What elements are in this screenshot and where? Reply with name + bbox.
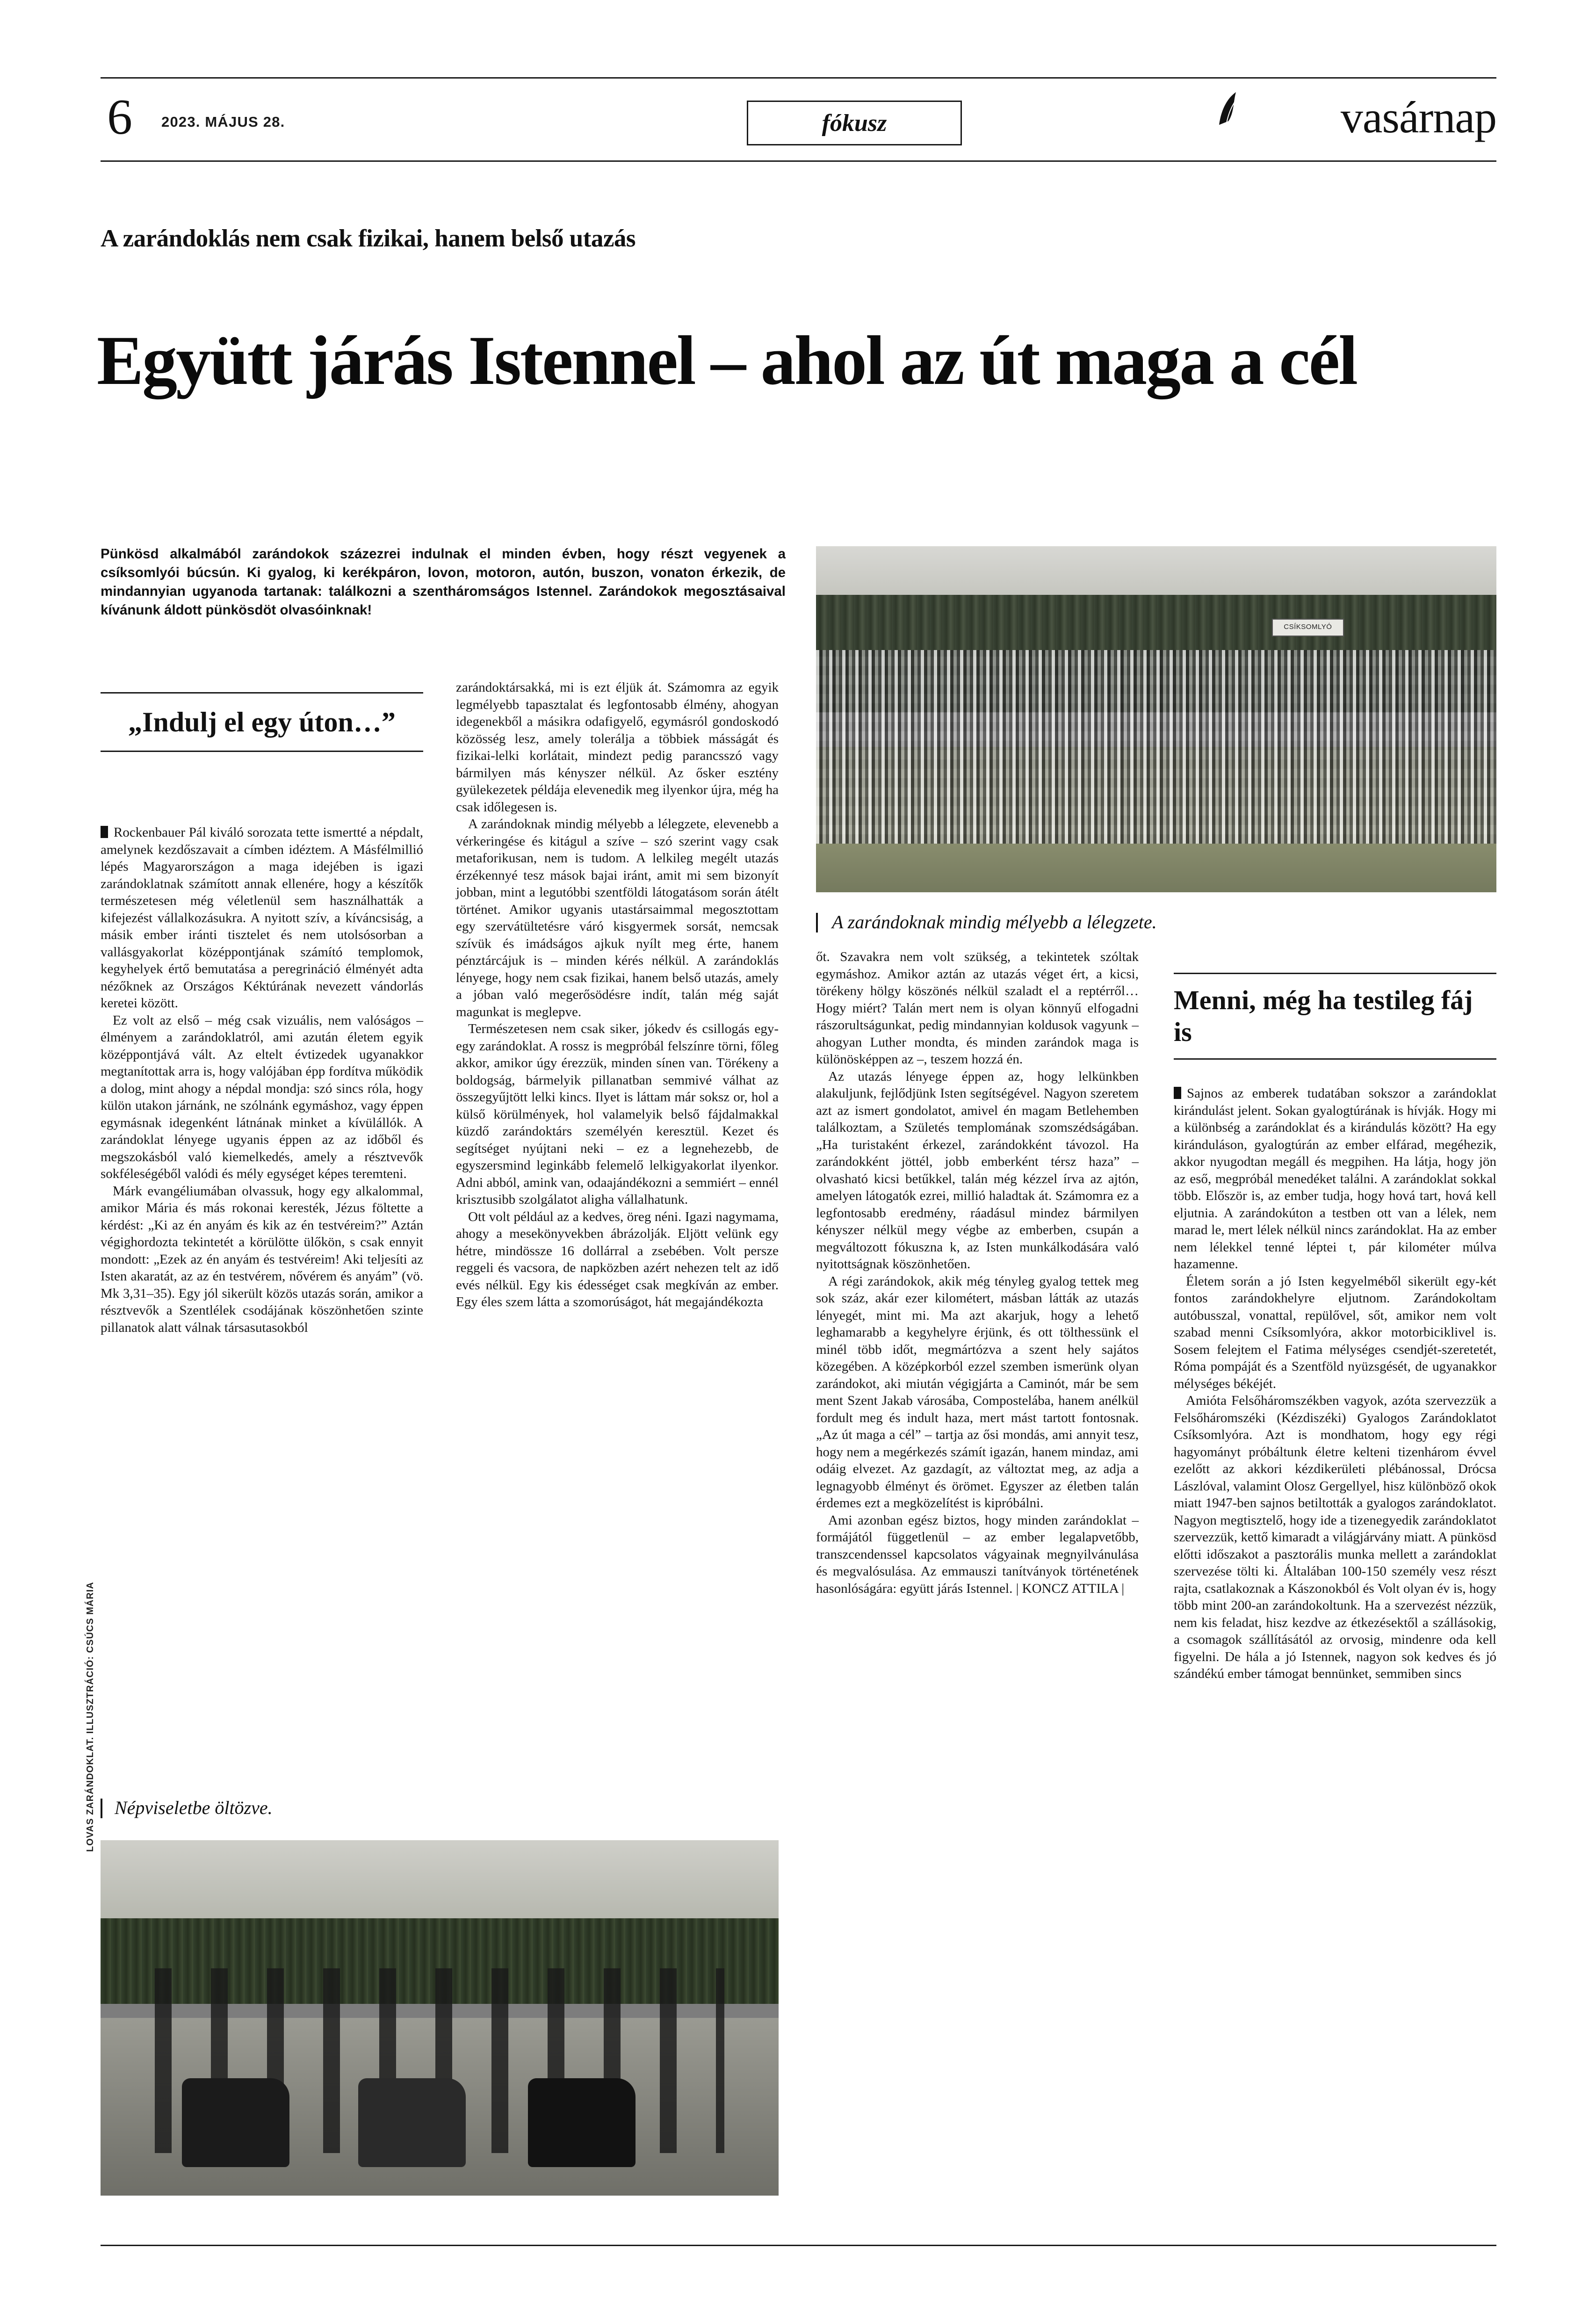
page-number: 6 xyxy=(107,89,132,145)
subhead-right-rule-bottom xyxy=(1174,1058,1496,1060)
leaf-icon xyxy=(1214,90,1247,128)
footer-rule xyxy=(101,2245,1496,2246)
body-column-3 xyxy=(816,948,1139,1597)
paragraph: Márk evangéliumában olvassuk, hogy egy alkalommal, amikor Mária és más rokonai keresték, Jézus föltette a kérdést: „Ki az én anyám és kik az én testvéreim?” Aztán végighordozta tekintetét a körülötte ülőkön, s csak ennyit mondott: „Ezek az én anyám és testvéreim! Aki teljesíti az Isten akaratát, az az én testvérem, nővérem és anyám” (vö. Mk 3,31–35). Egy jól sikerült közös utazás során, amikor a résztvevők a Szentlélek csodájának köszönhetően szinte pillanatok alatt válnak társasutasokból xyxy=(101,1183,423,1335)
kicker: A zarándoklás nem csak fizikai, hanem belső utazás xyxy=(101,225,636,252)
subhead-left xyxy=(101,692,423,752)
subhead-left-rule-bottom xyxy=(101,751,423,752)
brand-logo[interactable]: vasárnap xyxy=(1340,92,1496,142)
paragraph: Ami azonban egész biztos, hogy minden zarándoklat – formájától függetlenül – az ember legalapvetőbb, transzcendenssel kapcsolatos vágyainak megnyilvánulása és megvalósulása. Az emmauszi tanítványok történetének hasonlóságára: együtt járás Istennel. | KONCZ ATTILA | xyxy=(816,1512,1139,1596)
paragraph-marker-icon xyxy=(1174,1087,1181,1099)
issue-date: 2023. MÁJUS 28. xyxy=(161,114,285,130)
horse-silhouette xyxy=(182,2078,289,2167)
photo-crowd xyxy=(816,650,1496,844)
horse-silhouette xyxy=(358,2078,466,2167)
photo-banner-label: CSÍKSOMLYÓ xyxy=(1272,619,1344,636)
masthead-bottom-rule xyxy=(101,160,1496,162)
paragraph xyxy=(101,824,423,1012)
paragraph: Ott volt például az a kedves, öreg néni. Igazi nagymama, ahogy a mesekönyvekben ábrázolják. Eljött velünk egy hétre, mindössze 16 dollárral a zsebében. Volt persze reggeli és vacsora, de napközben azért nehezen telt az idő evés nélkül. Egy kis édességet csak megkíván az ember. Egy éles szem látta a szomorúságot, hát megajándékozta xyxy=(456,1209,779,1309)
photo-credit: LOVAS ZARÁNDOKLAT. ILLUSZTRÁCIÓ: CSÚCS MÁRIA xyxy=(85,1582,95,1852)
lead-paragraph: Pünkösd alkalmából zarándokok százezrei indulnak el minden évben, hogy részt vegyenek a csíksomlyói búcsún. Ki gyalog, ki kerékpáron, lovon, motoron, autón, buszon, vonaton érkezik, de mindannyian ugyanoda tartanak: találkozni a szentháromságos Istennel. Zarándokok megosztásaival kívánunk áldott pünkösdöt olvasóinknak! xyxy=(101,546,786,618)
masthead xyxy=(101,77,1496,171)
body-column-1 xyxy=(101,824,423,1336)
paragraph: őt. Szavakra nem volt szükség, a tekintetek szóltak egymáshoz. Amikor aztán az utazás véget ért, a kicsi, törékeny hölgy köszönés nélkül szaladt el a reptérről… Hogy miért? Talán mert nem is olyan könnyű elfogadni rászorultságunkat, pedig mindannyian koldusok vagyunk – ahogyan Luther mondta, és minden zarándok maga is különösképpen az –, teszem hozzá én. xyxy=(816,949,1139,1067)
section-tab-label: fókusz xyxy=(822,110,887,137)
subhead-right-label: Menni, még ha testileg fáj is xyxy=(1174,985,1473,1047)
subhead-left-label: „Indulj el egy úton…” xyxy=(128,707,396,737)
paragraph: Az utazás lényege éppen az, hogy lelkünkben alakuljunk, fejlődjünk Isten segítségével. Nagyon szeretem azt az ismert gondolatot, amivel én magam Betlehemben találkoztam, a Születés templomának szomszédságában. „Ha turistaként érkezel, zarándokként távozol. Ha zarándokként jöttél, jobb emberként térsz haza” – olvasható kicsi betűkkel, talán még kézzel írva az ajtón, amelyen látogatók ezrei, millió haladtak át. Számomra ez a legfontosabb eredmény, ráadásul mindez bármilyen kényszer nélkül megy végbe az emberben, csupán a megváltozott fókuszna k, az Isten munkálkodására való nyitottságnak köszönhetően. xyxy=(816,1069,1139,1272)
pilgrim-group-photo-caption: A zarándoknak mindig mélyebb a lélegzete. xyxy=(816,911,1496,933)
paragraph: Amióta Felsőháromszékben vagyok, azóta szervezzük a Felsőháromszéki (Kézdiszéki) Gyalogos Zarándoklatot Csíksomlyóra. Azt is mondhatom, hogy egy régi hagyományt próbáltunk életre kelteni tizenhárom évvel ezelőtt az akkori kézdikerületi plébánossal, Drócsa Lászlóval, valamint Olosz Gergellyel, hisz különböző okok miatt 1947-ben sajnos betiltották a gyalogos zarándoklatot. Nagyon megtisztelő, hogy ide a tizenegyedik zarándoklatot szervezzük, kettő kimaradt a világjárvány miatt. A pünkösd előtti időszakot a pasztorális munka mellett a zarándoklat szervezése tölti ki. Általában 100-150 személy vesz részt rajta, csatlakoznak a Kászonokból és Volt olyan év is, hogy több mint 200-an zarándokoltunk. Ha a szervezést nézzük, nem kis feladat, hisz kezdve az étkezésektől a szállásokig, a csomagok szállításától az orvosig, mindenre oda kell figyelni. De hála a jó Istennek, nagyon sok kedves és jó szándékú ember támogat bennünket, semmiben sincs xyxy=(1174,1393,1496,1681)
riders-photo xyxy=(101,1840,779,2196)
horse-silhouette xyxy=(528,2078,636,2167)
paragraph: Természetesen nem csak siker, jókedv és csillogás egy-egy zarándoklat. A rossz is megpróbál felszínre törni, főleg akkor, amikor úgy érezzük, minden sínen van. Törékeny a boldogság, bármelyik pillanatban semmivé válhat az összegyűjtött lelki kincs. Ilyet is láttam már soksz or, hol a külső körülmények, hol valamelyik belső fájdalmakkal küzdő zarándoktárs személyén keresztül. Kezet és segítséget nyújtani neki – ez a legnehezebb, de egyszersmind leginkább felemelő lelkigyakorlat ilyenkor. Adni abból, amink van, odaajándékozni a semmiért – ennél krisztusibb szolgálatot aligha vállalhatunk. xyxy=(456,1021,779,1207)
paragraph: Ez volt az első – még csak vizuális, nem valóságos – élményem a zarándoklatról, ami azután életem egyik középpontjává vált. Az eltelt évtizedek ugyanakkor megtanítottak arra is, hogy valójában épp fordítva működik a dolog, mint ahogy a népdal mondja: szó sincs róla, hogy külön utakon járnánk, ne szólnánk egymáshoz, vagy éppen egymásnak idegenként látnának minket a kívülállók. A zarándoklat lényege ugyanis éppen az az időből és megszokásból való kiemelkedés, amely a résztvevők sokféleségéből valódi és mély egységet képes teremteni. xyxy=(101,1012,423,1181)
paragraph: Életem során a jó Isten kegyelméből sikerült egy-két fontos zarándokhelyre eljutnom. Zarándokoltam autóbusszal, vonattal, repülővel, sőt, amikor nem volt szabad menni Csíksomlyóra, akkor motorbiciklivel is. Sosem felejtem el Fatima mélységes csendjét-szeretetét, Róma pompáját és a Szentföld nyüzsgését, de ugyanakkor mélységes békéjét. xyxy=(1174,1273,1496,1391)
page-title: Együtt járás Istennel – ahol az út maga a cél xyxy=(97,321,1357,399)
paragraph: A zarándoknak mindig mélyebb a lélegzete, elevenebb a vérkeringése és kitágul a szíve – szó szerint vagy csak metaforikusan, nem is tudom. A lelkileg megélt utazás érzékennyé tesz mások bajai iránt, amit mi sem bizonyít jobban, mint a legutóbbi szentföldi látogatásom során átélt történet. Amikor ugyanis utastársaimmal megosztottam egy szervátültetésre váró kisgyermek sorsát, nemcsak szívük és imádságos ajkuk nyílt meg érte, hanem pénztárcájuk is – minden kérés nélkül. A zarándoklás lényege, hogy nem csak fizikai, hanem belső utazás, amely a jóban való megerősödésre indít, talán még saját magunkat is meglepve. xyxy=(456,817,779,1019)
paragraph-marker-icon xyxy=(101,826,108,838)
paragraph: zarándoktársakká, mi is ezt éljük át. Számomra az egyik legmélyebb tapasztalat és legfontosabb élmény, ahogyan idegenekből a másikra odafigyelő, egymásról gondoskodó közösség lesz, amely tolerálja a többiek másságát és fizikai-lelki korlátait, mindezt pedig parancsszó vagy bármilyen más kényszer nélkül. Az ősker esztény gyülekezetek példája elevenedik meg ilyenkor újra, még ha csak időlegesen is. xyxy=(456,680,779,815)
body-column-2 xyxy=(456,679,779,1311)
riders-photo-caption: Népviseletbe öltözve. xyxy=(101,1797,423,1819)
section-tab[interactable] xyxy=(747,101,962,145)
subhead-right xyxy=(1174,973,1496,1060)
paragraph: A régi zarándokok, akik még tényleg gyalog tettek meg sok száz, akár ezer kilométert, másban látták az utazás lényegét, mint mi. Ma azt akarjuk, hogy a lehető leghamarabb a kegyhelyre érjünk, és ott tölthessünk el minél több időt, megmártózva a szent hely sajátos közegében. A középkorból ezzel szemben ismerünk olyan zarándokot, aki miután végigjárta a Caminót, már be sem ment Szent Jakab városába, Compostelába, hanem anélkül fordult meg és indult haza, mert mást tartott fontosnak. „Az út maga a cél” – tartja az ősi mondás, ami annyit tesz, hogy nem a megérkezés számít igazán, hanem mindaz, ami odáig elvezet. Az gazdagít, az változtat meg, az adja a legnagyobb élményt és örömet. Egyszer az életben talán érdemes ezt a megközelítést is kipróbálni. xyxy=(816,1273,1139,1511)
paragraph-text: Sajnos az emberek tudatában sokszor a zarándoklat kirándulást jelent. Sokan gyalogtúrának is hívják. Hogy mi a különbség a zarándoklat és a kirándulás között? Ha egy kiránduláson, gyalogtúrán az ember elfárad, megéhezik, akkor nyugodtan megáll és megpihen. Ha látja, hogy jön az eső, megpróbál menedéket találni. A zarándoklat sokkal több. Először is, az ember tudja, hogy hová tart, hová kell eljutnia. A zarándokúton a testben ott van a lélek, nem marad le, mert lélek nélkül nincs zarándoklat. Ha az ember nem lélekkel tenné léptei t, pár kilométer múlva hazamenne. xyxy=(1174,1086,1496,1272)
pilgrim-group-photo xyxy=(816,546,1496,892)
paragraph-text: Rockenbauer Pál kiváló sorozata tette ismertté a népdalt, amelynek kezdőszavait a címben idéztem. A Másfélmillió lépés Magyarországon a maga idejében is igazi zarándoklatnak számított annak ellenére, hogy a készítők természetesen még véletlenül sem használhatták a kifejezést vállalkozásukra. A nyitott szív, a kíváncsiság, a másik ember iránti tisztelet és nem utolsósorban a vallásgyakorlat középpontjának számító templomok, kegyhelyek értő bemutatása a peregrináció élményét adta nézőknek az Országos Kéktúrának nevezett vándorlás keretei között. xyxy=(101,825,423,1011)
body-column-4 xyxy=(1174,1085,1496,1683)
paragraph xyxy=(1174,1085,1496,1273)
masthead-top-rule xyxy=(101,77,1496,79)
